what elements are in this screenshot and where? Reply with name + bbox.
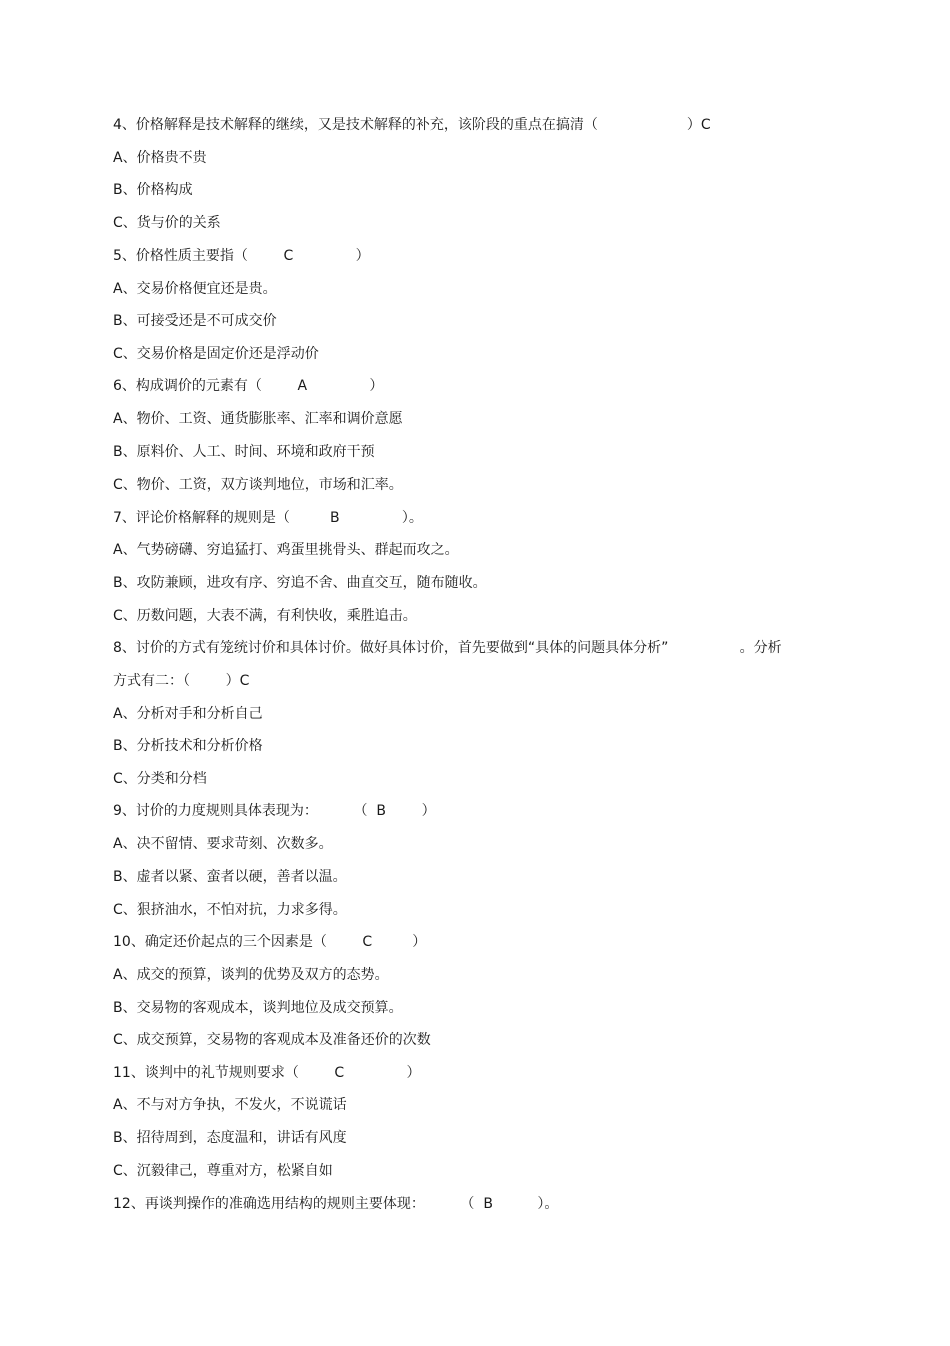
question-7-option-c: C、历数问题，大表不满，有利快收，乘胜追击。 bbox=[113, 608, 417, 624]
question-6-option-c: C、物价、工资，双方谈判地位，市场和汇率。 bbox=[113, 477, 403, 493]
question-5-option-a: A、交易价格便宜还是贵。 bbox=[113, 281, 277, 297]
question-11-option-b: B、招待周到，态度温和，讲话有风度 bbox=[113, 1130, 347, 1146]
question-7-stem: 7、评论价格解释的规则是（ B ）。 bbox=[113, 510, 423, 526]
question-10-option-c: C、成交预算，交易物的客观成本及准备还价的次数 bbox=[113, 1032, 431, 1048]
question-10-stem: 10、确定还价起点的三个因素是（ C ） bbox=[113, 934, 427, 950]
question-4-option-a: A、价格贵不贵 bbox=[113, 150, 207, 166]
question-5-option-c: C、交易价格是固定价还是浮动价 bbox=[113, 346, 319, 362]
question-8-option-c: C、分类和分档 bbox=[113, 771, 207, 787]
question-8-option-b: B、分析技术和分析价格 bbox=[113, 738, 263, 754]
question-9-option-c: C、狠挤油水，不怕对抗，力求多得。 bbox=[113, 902, 347, 918]
question-5-option-b: B、可接受还是不可成交价 bbox=[113, 313, 277, 329]
question-8-stem: 8、讨价的方式有笼统讨价和具体讨价。做好具体讨价，首先要做到“具体的问题具体分析” 。分析 bbox=[113, 640, 782, 656]
question-5-stem: 5、价格性质主要指（ C ） bbox=[113, 248, 370, 264]
question-8-option-a: A、分析对手和分析自己 bbox=[113, 706, 263, 722]
question-4-option-c: C、货与价的关系 bbox=[113, 215, 221, 231]
question-8-stem-continued: 方式有二：（ ）C bbox=[113, 673, 250, 689]
question-4-stem: 4、价格解释是技术解释的继续，又是技术解释的补充，该阶段的重点在搞清（ ）C bbox=[113, 117, 711, 133]
question-6-option-b: B、原料价、人工、时间、环境和政府干预 bbox=[113, 444, 375, 460]
question-11-stem: 11、谈判中的礼节规则要求（ C ） bbox=[113, 1065, 421, 1081]
question-11-option-a: A、不与对方争执，不发火，不说谎话 bbox=[113, 1097, 347, 1113]
question-6-stem: 6、构成调价的元素有（ A ） bbox=[113, 378, 384, 394]
question-12-stem: 12、再谈判操作的准确选用结构的规则主要体现： （ B ）。 bbox=[113, 1196, 559, 1212]
question-9-option-a: A、决不留情、要求苛刻、次数多。 bbox=[113, 836, 333, 852]
question-6-option-a: A、物价、工资、通货膨胀率、汇率和调价意愿 bbox=[113, 411, 403, 427]
question-9-stem: 9、讨价的力度规则具体表现为： （ B ） bbox=[113, 803, 436, 819]
question-7-option-a: A、气势磅礴、穷追猛打、鸡蛋里挑骨头、群起而攻之。 bbox=[113, 542, 459, 558]
question-4-option-b: B、价格构成 bbox=[113, 182, 193, 198]
question-10-option-b: B、交易物的客观成本，谈判地位及成交预算。 bbox=[113, 1000, 403, 1016]
question-9-option-b: B、虚者以紧、蛮者以硬，善者以温。 bbox=[113, 869, 347, 885]
question-11-option-c: C、沉毅律己，尊重对方，松紧自如 bbox=[113, 1163, 333, 1179]
question-10-option-a: A、成交的预算，谈判的优势及双方的态势。 bbox=[113, 967, 389, 983]
question-7-option-b: B、攻防兼顾，进攻有序、穷追不舍、曲直交互，随布随收。 bbox=[113, 575, 487, 591]
